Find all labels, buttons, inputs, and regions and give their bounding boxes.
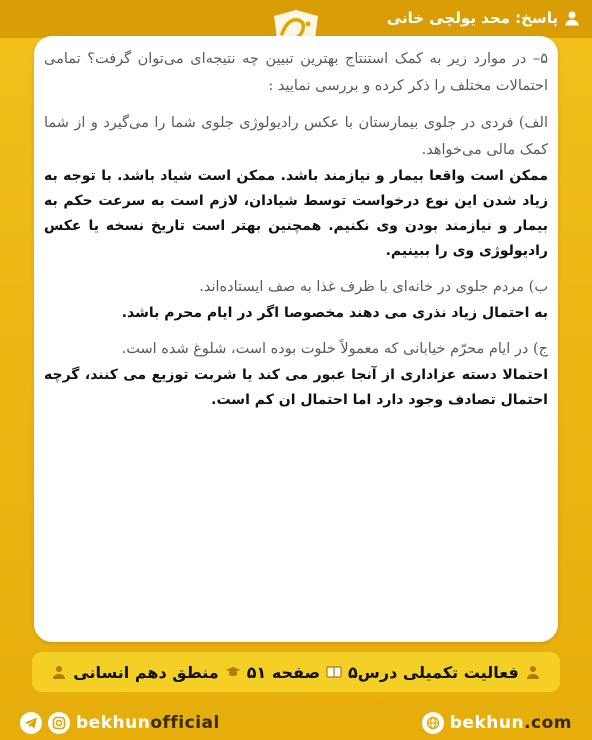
item-b-answer: به احتمال زیاد نذری می دهند مخصوصا اگر در ایام محرم باشد. [121,305,548,321]
item-c-question: ج) در ایام محرّم خیابانی که معمولاً خلوت بوده است، شلوغ شده است. [121,341,548,357]
answer-author-text: پاسخ: محد یولچی خانی [386,9,558,27]
graduation-cap-icon [225,664,241,680]
item-a-question: الف) فردی در جلوی بیمارستان با عکس رادیولوژی جلوی شما را می‌گیرد و از شما کمک مالی می‌خواهد. [44,115,548,158]
social-strip [0,706,592,740]
globe-icon[interactable] [422,712,444,734]
student-icon [525,664,541,680]
book-icon [326,664,342,680]
item-c [44,336,548,413]
item-c-answer: احتمالا دسته عزاداری از آنجا عبور می کند یا شربت توزیع می کنند، گرچه احتمال تصادف وجود دارد اما احتمال ان کم است. [44,367,548,408]
item-a [44,110,548,264]
item-b-question: ب) مردم جلوی در خانه‌ای با ظرف غذا به صف ایستاده‌اند. [199,279,548,295]
content-body [44,46,548,423]
user-icon [564,10,580,26]
lesson-page-text: صفحه ۵۱ [246,662,321,682]
social-handle-group[interactable] [20,712,220,734]
student-icon-2 [51,664,67,680]
item-a-answer: ممکن است واقعا بیمار و نیازمند باشد. ممکن است شیاد باشد. با توجه به زیاد شدن این نوع درخواست توسط شیادان، لازم است به سرعت حکم به بیمار و نیازمند بودن وی نکنیم. همچنین بهتر است تاریخ نسخه یا عکس رادیولوژی وی را ببینیم. [44,168,548,259]
question-heading: ۵– در موارد زیر به کمک استنتاج بهترین تبیین چه نتیجه‌ای می‌توان گرفت؟ تمامی احتمالات مختلف را ذکر کرده و بررسی نمایید : [44,51,548,94]
item-b [44,274,548,326]
instagram-icon[interactable] [48,712,70,734]
website-group[interactable] [422,712,572,734]
telegram-icon[interactable] [20,712,42,734]
content-card [34,36,558,642]
lesson-activity-text: فعالیت تکمیلی درس۵ [348,662,519,682]
social-handle[interactable]: bekhunofficial [76,713,220,733]
lesson-subject-text: منطق دهم انسانی [73,662,219,682]
lesson-info-bar [32,652,560,692]
answer-author-label [387,6,580,30]
website-url[interactable]: bekhun.com [449,713,572,733]
